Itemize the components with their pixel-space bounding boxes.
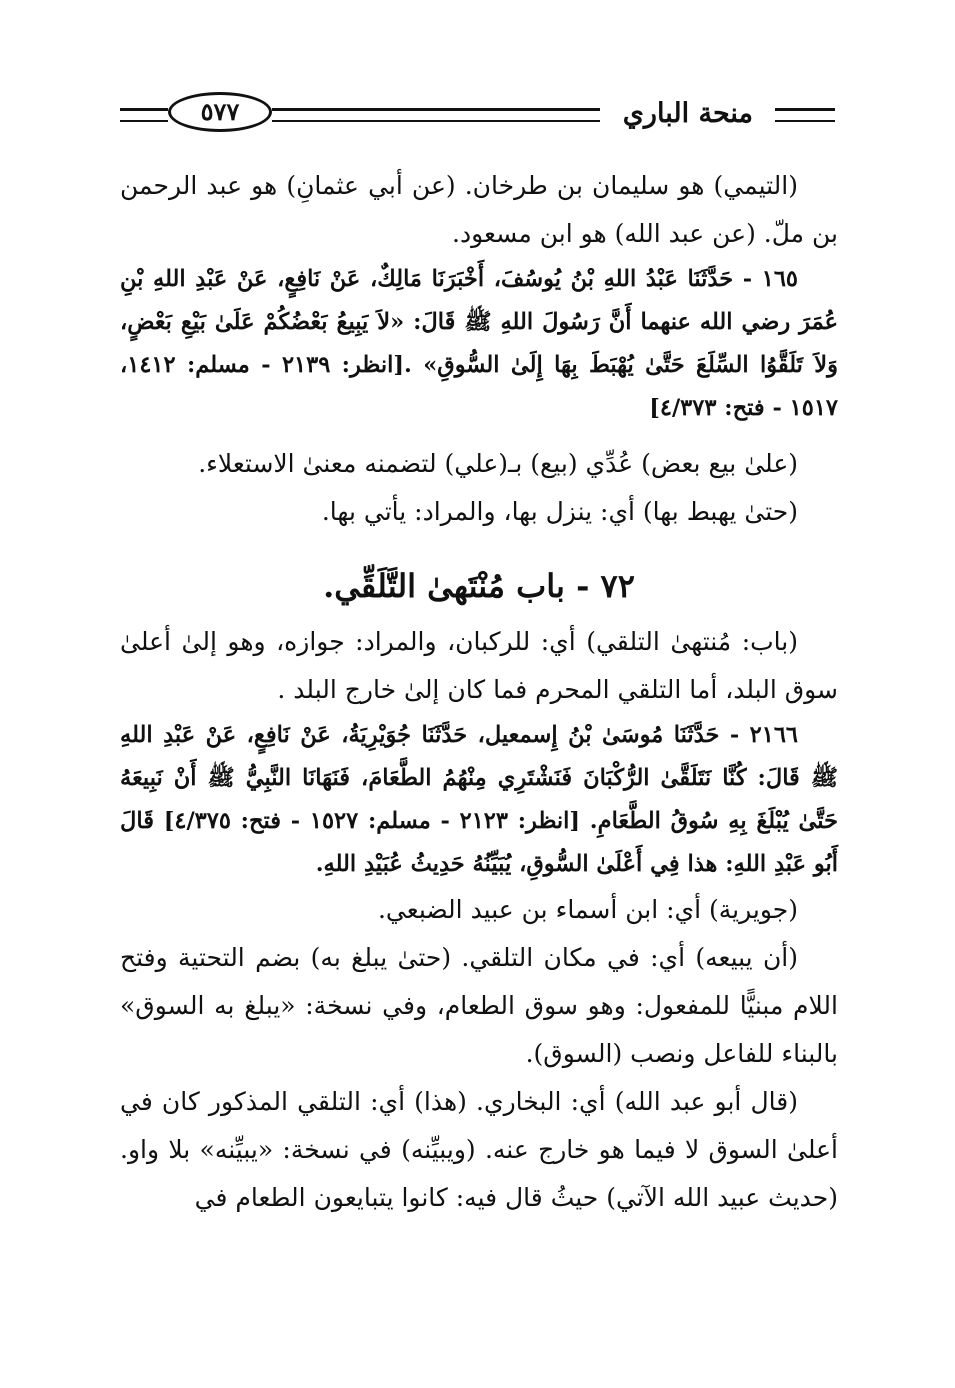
running-title: منحة الباري [622, 98, 753, 129]
commentary-paragraph: (قال أبو عبد الله) أي: البخاري. (هذا) أي: التلقي المذكور كان في أعلىٰ السوق لا فيما هو خارج عنه. (ويبيِّنه) في نسخة: «يبيِّنه» بلا واو. (حديث عبيد الله الآتي) حيثُ قال فيه: كانوا يتبايعون الطعام في [120, 1087, 838, 1212]
commentary-paragraph: (علىٰ بيع بعض) عُدِّي (بيع) بـ(علي) لتضمنه معنىٰ الاستعلاء. [198, 449, 798, 478]
page-header [120, 92, 835, 142]
commentary-paragraph: (حتىٰ يهبط بها) أي: ينزل بها، والمراد: يأتي بها. [321, 497, 798, 526]
hadith-text: ٢١٦٦ - حَدَّثَنَا مُوسَىٰ بْنُ إِسمعيل، حَدَّثَنَا جُوَيْرِيَةُ، عَنْ نَافِعٍ، عَنْ عَبْدِ اللهِ ﷺ قَالَ: كُنَّا نَتَلَقَّىٰ الرُّكْبَانَ فَنَشْتَرِي مِنْهُمُ الطَّعَامَ، فَنَهَانَا النَّبِيُّ ﷺ أَنْ نَبِيعَهُ حَتَّىٰ يُبْلَغَ بِهِ سُوقُ الطَّعَامِ. [انظر: ٢١٢٣ - مسلم: ١٥٢٧ - فتح: ٤/٣٧٥] قَالَ أَبُو عَبْدِ اللهِ: هذا فِي أَعْلَىٰ السُّوقِ، يُبَيِّنُهُ حَدِيثُ عُبَيْدِ اللهِ. [120, 722, 838, 877]
header-rule-right [775, 108, 835, 122]
chapter-heading: ٧٢ - باب مُنْتَهىٰ التَّلَقِّي. [323, 567, 635, 605]
commentary-paragraph: (جويرية) أي: ابن أسماء بن عبيد الضبعي. [377, 895, 798, 924]
header-rule-middle [272, 108, 600, 122]
header-rule-left [120, 108, 168, 122]
commentary-paragraph: (باب: مُنتهىٰ التلقي) أي: للركبان، والمراد: جوازه، وهو إلىٰ أعلىٰ سوق البلد، أما التلقي المحرم فما كان إلىٰ خارج البلد . [120, 627, 838, 704]
commentary-paragraph: (أن يبيعه) أي: في مكان التلقي. (حتىٰ يبلغ به) بضم التحتية وفتح اللام مبنيًّا للمفعول: وهو سوق الطعام، وفي نسخة: «يبلغ به السوق» بالبناء للفاعل ونصب (السوق). [120, 943, 838, 1068]
hadith-text: ١٦٥ - حَدَّثَنَا عَبْدُ اللهِ بْنُ يُوسُفَ، أَخْبَرَنَا مَالِكٌ، عَنْ نَافِعٍ، عَنْ عَبْدِ اللهِ بْنِ عُمَرَ رضي الله عنهما أَنَّ رَسُولَ اللهِ ﷺ قَالَ: «لاَ يَبِيعُ بَعْضُكُمْ عَلَىٰ بَيْعِ بَعْضٍ، وَلاَ تَلَقَّوُا السِّلَعَ حَتَّىٰ يُهْبَطَ بِهَا إِلَىٰ السُّوقِ» .[انظر: ٢١٣٩ - مسلم: ١٤١٢، ١٥١٧ - فتح: ٤/٣٧٣] [120, 266, 838, 421]
spacer [120, 430, 838, 440]
commentary-paragraph: (التيمي) هو سليمان بن طرخان. (عن أبي عثمانِ) هو عبد الرحمن بن ملّ. (عن عبد الله) هو ابن مسعود. [120, 171, 838, 248]
page-number: ٥٧٧ [168, 92, 272, 132]
page-body [120, 162, 838, 1222]
spacer [120, 536, 838, 554]
